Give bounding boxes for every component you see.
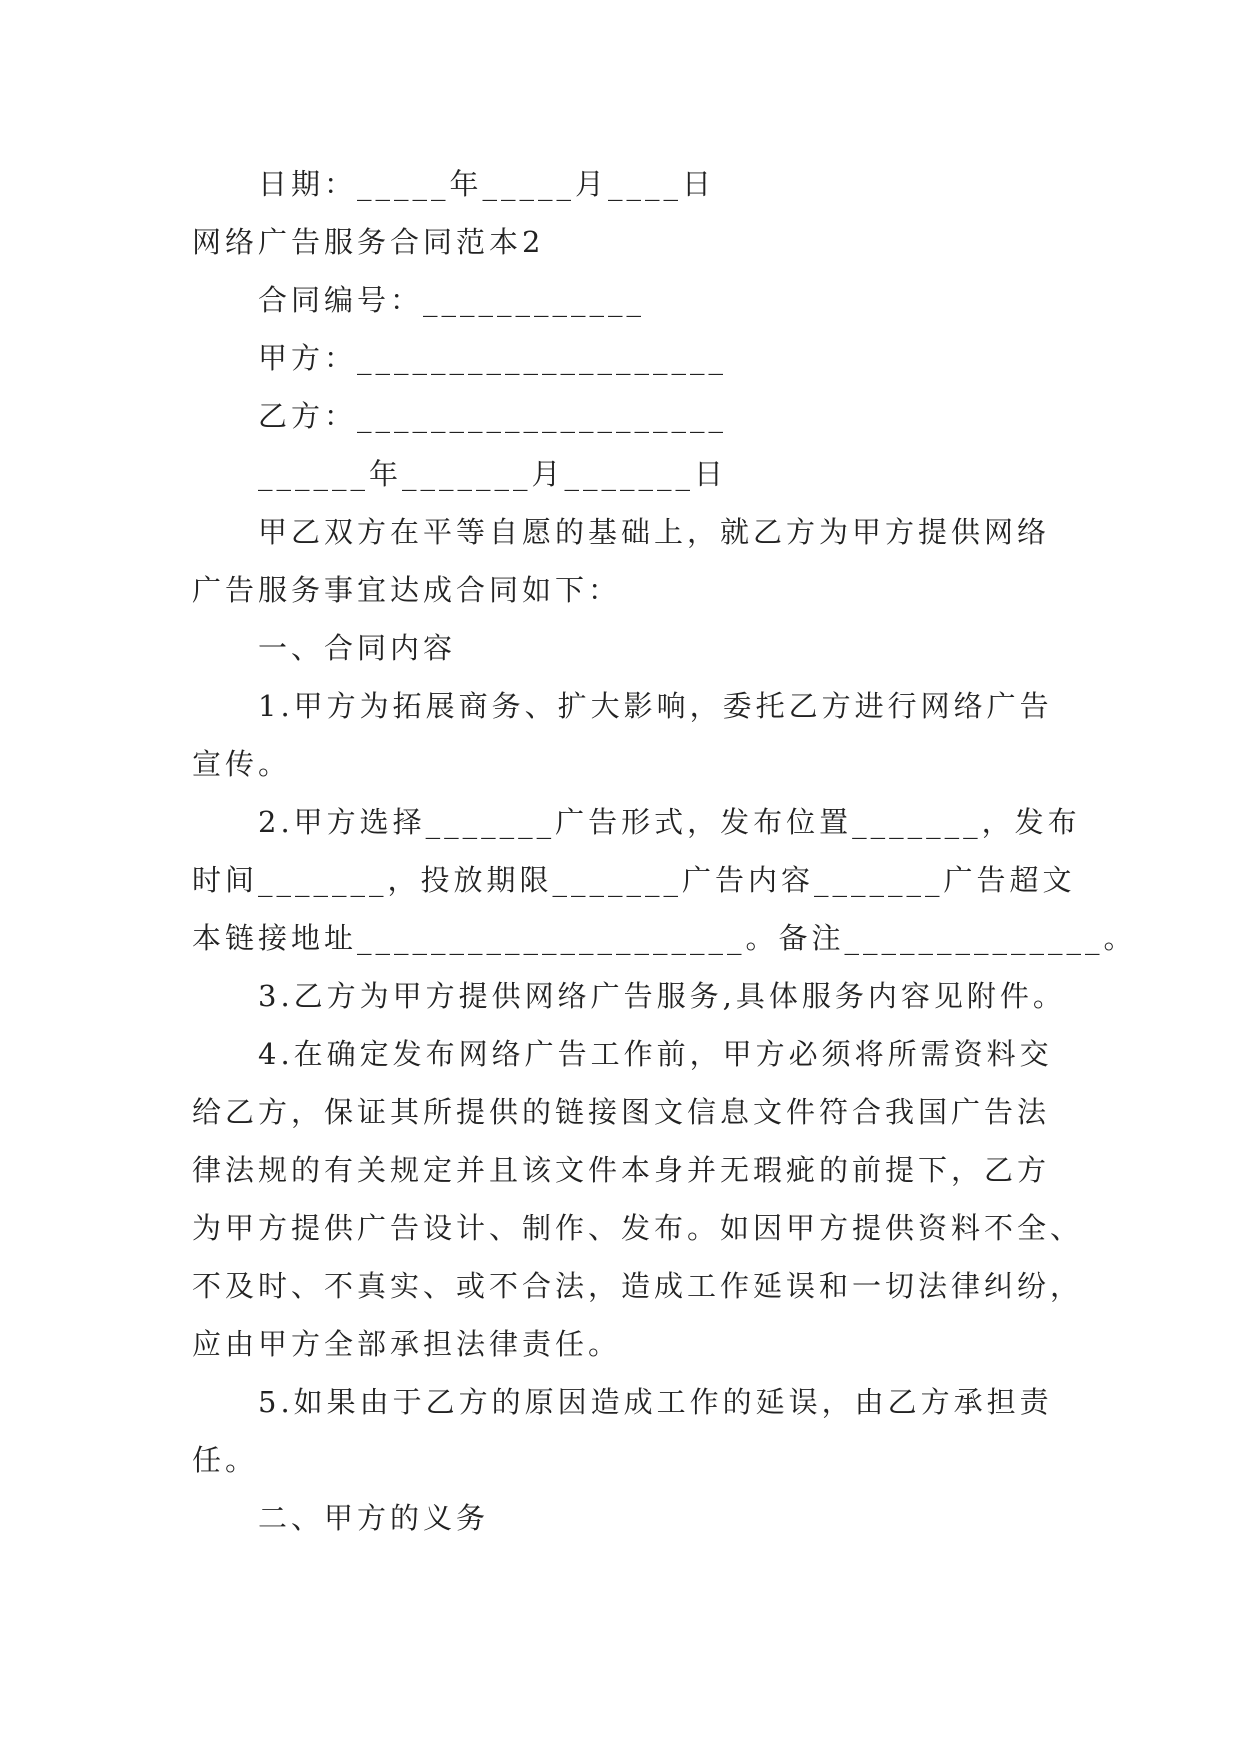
clause-4-line-5: 不及时、不真实、或不合法，造成工作延误和一切法律纠纷， (192, 1269, 1084, 1303)
party-b-field: 乙方：____________________ (258, 399, 728, 433)
party-a-field: 甲方：____________________ (258, 341, 728, 375)
clause-1-line-2: 宣传。 (192, 747, 292, 781)
preamble-line-1: 甲乙双方在平等自愿的基础上，就乙方为甲方提供网络 (258, 515, 1051, 549)
contract-number-field: 合同编号：____________ (258, 283, 646, 317)
clause-2-line-1: 2.甲方选择_______广告形式，发布位置_______，发布 (258, 805, 1081, 839)
clause-5-line-1: 5.如果由于乙方的原因造成工作的延误，由乙方承担责 (258, 1385, 1053, 1419)
clause-2-line-3: 本链接地址_____________________。备注______________。 (192, 921, 1137, 955)
clause-4-line-2: 给乙方，保证其所提供的链接图文信息文件符合我国广告法 (192, 1095, 1051, 1129)
clause-5-line-2: 任。 (192, 1443, 259, 1477)
document-title: 网络广告服务合同范本2 (192, 225, 545, 259)
clause-4-line-4: 为甲方提供广告设计、制作、发布。如因甲方提供资料不全、 (192, 1211, 1084, 1245)
date-line: 日期：_____年_____月____日 (258, 167, 716, 201)
clause-1-line-1: 1.甲方为拓展商务、扩大影响，委托乙方进行网络广告 (258, 689, 1053, 723)
clause-4-line-6: 应由甲方全部承担法律责任。 (192, 1327, 622, 1361)
preamble-line-2: 广告服务事宜达成合同如下： (192, 573, 622, 607)
signing-date-field: ______年_______月_______日 (258, 457, 728, 491)
clause-4-line-3: 律法规的有关规定并且该文件本身并无瑕疵的前提下，乙方 (192, 1153, 1051, 1187)
section-heading-2: 二、甲方的义务 (258, 1501, 490, 1535)
clause-2-line-2: 时间_______，投放期限_______广告内容_______广告超文 (192, 863, 1076, 897)
section-heading-1: 一、合同内容 (258, 631, 457, 665)
clause-3: 3.乙方为甲方提供网络广告服务,具体服务内容见附件。 (258, 979, 1066, 1013)
clause-4-line-1: 4.在确定发布网络广告工作前，甲方必须将所需资料交 (258, 1037, 1053, 1071)
